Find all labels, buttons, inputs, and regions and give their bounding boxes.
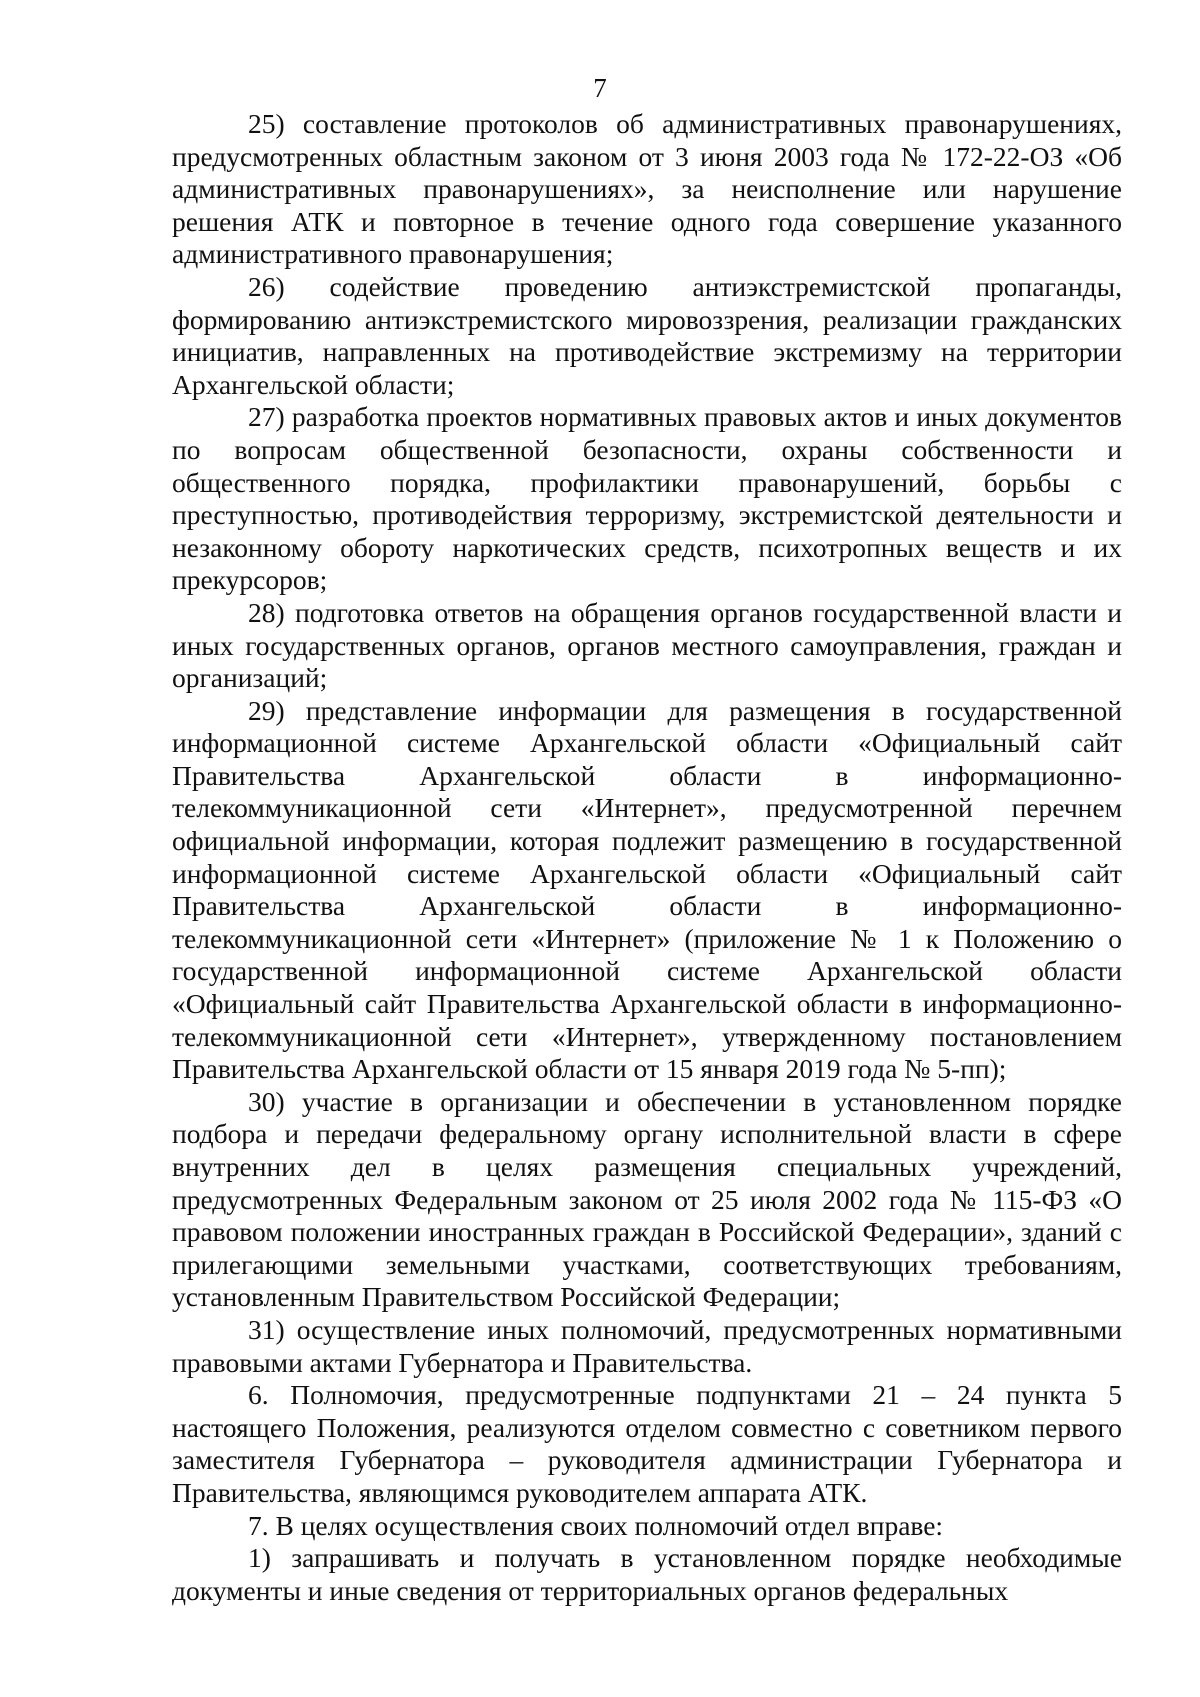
list-item: 1) запрашивать и получать в установленном порядке необходимые документы и иные сведения от территориальных органов федеральных	[172, 1542, 1122, 1606]
list-item: 28) подготовка ответов на обращения органов государственной власти и иных государственных органов, органов местного самоуправления, граждан и организаций;	[172, 596, 1122, 694]
list-item: 30) участие в организации и обеспечении в установленном порядке подбора и передачи федеральному органу исполнительной власти в сфере внутренних дел в целях размещения специальных учреждений, предусмотренных Федеральным законом от 25 июля 2002 года № 115-ФЗ «О правовом положении иностранных граждан в Российской Федерации», зданий с прилегающими земельными участками, соответствующих требованиям, установленным Правительством Российской Федерации;	[172, 1085, 1122, 1313]
list-item: 25) составление протоколов об административных правонарушениях, предусмотренных областным законом от 3 июня 2003 года № 172-22-ОЗ «Об административных правонарушениях», за неисполнение или нарушение решения АТК и повторное в течение одного года совершение указанного административного правонарушения;	[172, 108, 1122, 270]
list-item: 31) осуществление иных полномочий, предусмотренных нормативными правовыми актами Губернатора и Правительства.	[172, 1313, 1122, 1378]
document-body	[172, 108, 1122, 1607]
page-number: 7	[593, 73, 607, 103]
list-item: 26) содействие проведению антиэкстремистской пропаганды, формированию антиэкстремистского мировоззрения, реализации гражданских инициатив, направленных на противодействие экстремизму на территории Архангельской области;	[172, 270, 1122, 400]
section-paragraph: 6. Полномочия, предусмотренные подпунктами 21 – 24 пункта 5 настоящего Положения, реализуются отделом совместно с советником первого заместителя Губернатора – руководителя администрации Губернатора и Правительства, являющимся руководителем аппарата АТК.	[172, 1379, 1122, 1508]
list-item: 29) представление информации для размещения в государственной информационной системе Архангельской области «Официальный сайт Правительства Архангельской области в информационно-телекоммуникационной сети «Интернет», предусмотренной перечнем официальной информации, которая подлежит размещению в государственной информационной системе Архангельской области «Официальный сайт Правительства Архангельской области в информационно-телекоммуникационной сети «Интернет» (приложение № 1 к Положению о государственной информационной системе Архангельской области «Официальный сайт Правительства Архангельской области в информационно-телекоммуникационной сети «Интернет», утвержденному постановлением Правительства Архангельской области от 15 января 2019 года № 5-пп);	[172, 694, 1122, 1085]
section-paragraph: 7. В целях осуществления своих полномочий отдел вправе:	[248, 1509, 944, 1541]
list-item: 27) разработка проектов нормативных правовых актов и иных документов по вопросам общественной безопасности, охраны собственности и общественного порядка, профилактики правонарушений, борьбы с преступностью, противодействия терроризму, экстремистской деятельности и незаконному обороту наркотических средств, психотропных веществ и их прекурсоров;	[172, 401, 1122, 596]
